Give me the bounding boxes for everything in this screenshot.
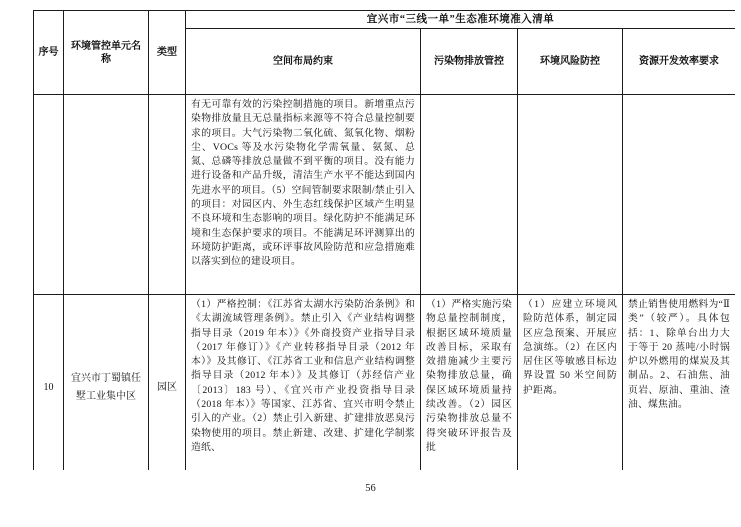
col-header-risk: 环境风险防控: [518, 29, 623, 95]
cell-cont-unit-name: [64, 95, 149, 295]
cell-10-type: 园区: [149, 295, 186, 471]
page-number: 56: [365, 483, 376, 494]
table-title: 宜兴市“三线一单”生态准环境准入清单: [186, 11, 736, 29]
cell-cont-risk: [518, 95, 623, 295]
col-header-unit-name: 环境管控单元名称: [64, 11, 149, 95]
table-row-continuation: [34, 95, 736, 295]
table-title-row: [34, 11, 736, 29]
cell-10-resource: 禁止销售使用燃料为“Ⅱ类”（较严）。具体包括：1、除单台出力大于等于 20 蒸吨/小时锅炉以外燃用的煤炭及其制品。2、石油焦、油页岩、原油、重油、渣油、煤焦油。: [623, 295, 736, 471]
col-header-type: 类型: [149, 11, 186, 95]
cell-cont-spatial: 有无可靠有效的污染控制措施的项目。新增重点污染物排放量且无总量指标来源等不符合总量控制要求的项目。大气污染物二氧化硫、氮氧化物、烟粉尘、VOCs 等及水污染物化学需氧量、氨氮、总氮、总磷等排放总量做不到平衡的项目。没有能力进行设备和产品升级，清洁生产水平不能达到国内先进水平的项目。（5）空间管制要求限制/禁止引入的项目：对园区内、外生态红线保护区域产生明显不良环境和生态影响的项目。绿化防护不能满足环境和生态保护要求的项目。不能满足环评测算出的环境防护距离，或环评事故风险防范和应急措施难以落实到位的建设项目。: [186, 95, 421, 295]
col-header-resource: 资源开发效率要求: [623, 29, 736, 95]
cell-cont-index: [34, 95, 64, 295]
col-header-spatial: 空间布局约束: [186, 29, 421, 95]
cell-10-index: 10: [34, 295, 64, 471]
cell-cont-pollutant: [421, 95, 518, 295]
cell-cont-resource: [623, 95, 736, 295]
cell-cont-type: [149, 95, 186, 295]
cell-10-unit-name: 宜兴市丁蜀镇任墅工业集中区: [64, 295, 149, 471]
cell-10-spatial: （1）严格控制：《江苏省太湖水污染防治条例》和《太湖流域管理条例》。禁止引入《产业结构调整指导目录（2019 年本）》《外商投资产业指导目录（2017 年修订）》《产业转移指导目录（2012 年本）》及其修订、《江苏省工业和信息产业结构调整指导目录（2012 年本）》及其修订（苏经信产业〔2013〕183 号）、《宜兴市产业投资指导目录（2018 年本）》等国家、江苏省、宜兴市明令禁止引入的产业。（2）禁止引入新建、扩建排放恶臭污染物使用的项目。禁止新建、改建、扩建化学制浆造纸、: [186, 295, 421, 471]
col-header-index: 序号: [34, 11, 64, 95]
cell-10-risk: （1）应建立环境风险防范体系，制定园区应急预案、开展应急演练。（2）在区内居住区等敏感目标边界设置 50 米空间防护距离。: [518, 295, 623, 471]
cell-10-pollutant: （1）严格实施污染物总量控制制度，根据区域环境质量改善目标，采取有效措施减少主要污染物排放总量，确保区域环境质量持续改善。（2）园区污染物排放总量不得突破环评报告及批: [421, 295, 518, 471]
col-header-pollutant: 污染物排放管控: [421, 29, 518, 95]
access-list-table-container: [33, 10, 735, 470]
access-list-table: [33, 10, 735, 470]
table-row-10: [34, 295, 736, 471]
